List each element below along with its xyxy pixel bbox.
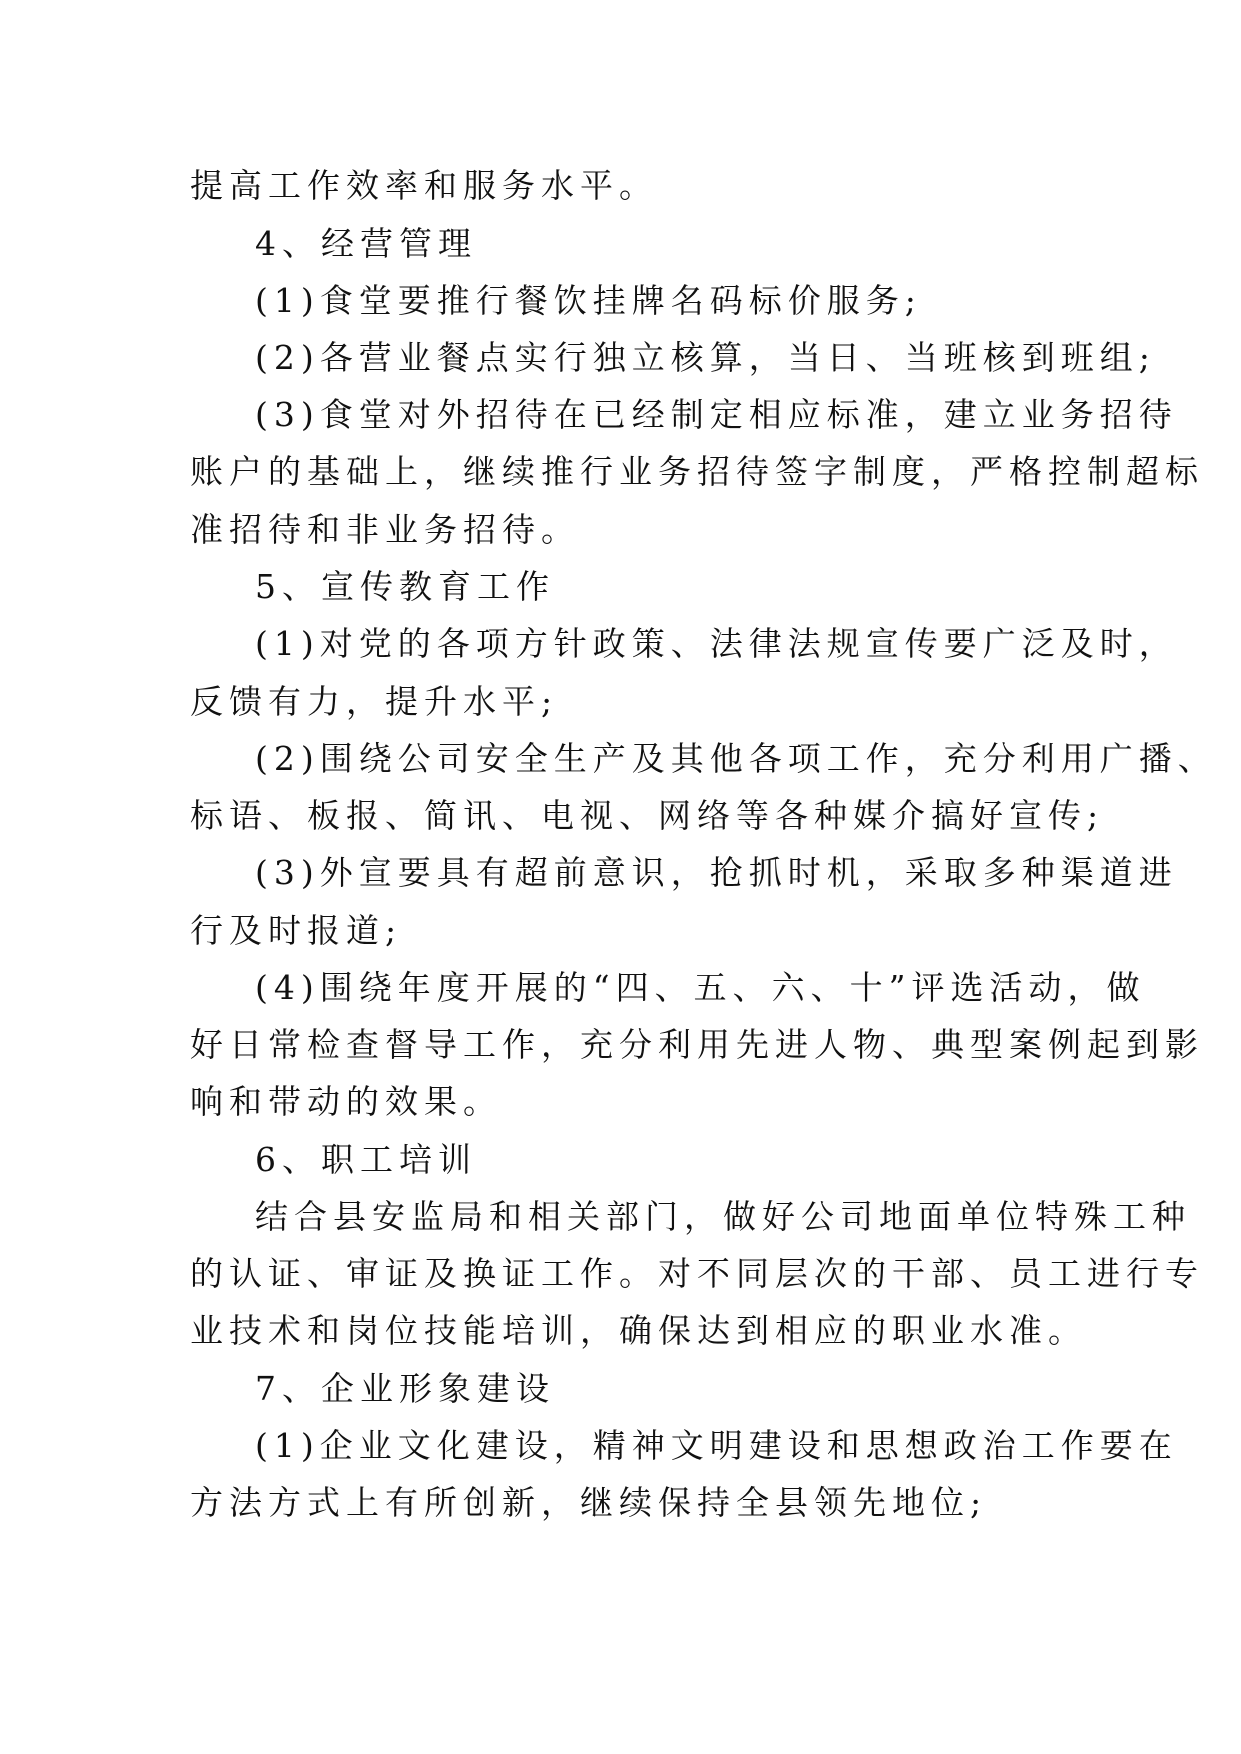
paragraph-line: 方法方式上有所创新，继续保持全县领先地位; xyxy=(190,1483,988,1522)
paragraph-line: 响和带动的效果。 xyxy=(190,1082,502,1121)
paragraph-line: 反馈有力，提升水平; xyxy=(190,682,559,721)
paragraph-line: 账户的基础上，继续推行业务招待签字制度，严格控制超标 xyxy=(190,452,1204,491)
list-item: (4)围绕年度开展的“四、五、六、十”评选活动，做 xyxy=(255,968,1146,1007)
paragraph-line: 提高工作效率和服务水平。 xyxy=(190,166,658,205)
list-item: (1)食堂要推行餐饮挂牌名码标价服务; xyxy=(255,281,922,320)
list-item: (2)各营业餐点实行独立核算，当日、当班核到班组; xyxy=(255,338,1156,377)
paragraph-line: 结合县安监局和相关部门，做好公司地面单位特殊工种 xyxy=(255,1197,1191,1236)
list-item: (1)对党的各项方针政策、法律法规宣传要广泛及时， xyxy=(255,624,1178,663)
list-item: (1)企业文化建设，精神文明建设和思想政治工作要在 xyxy=(255,1426,1178,1465)
paragraph-line: 的认证、审证及换证工作。对不同层次的干部、员工进行专 xyxy=(190,1254,1204,1293)
section-heading: 4、经营管理 xyxy=(255,224,477,263)
list-item: (3)食堂对外招待在已经制定相应标准，建立业务招待 xyxy=(255,395,1178,434)
section-heading: 5、宣传教育工作 xyxy=(255,567,555,606)
section-heading: 7、企业形象建设 xyxy=(255,1369,555,1408)
list-item: (3)外宣要具有超前意识，抢抓时机，采取多种渠道进 xyxy=(255,853,1178,892)
paragraph-line: 好日常检查督导工作，充分利用先进人物、典型案例起到影 xyxy=(190,1025,1204,1064)
paragraph-line: 行及时报道; xyxy=(190,911,403,950)
paragraph-line: 准招待和非业务招待。 xyxy=(190,510,580,549)
paragraph-line: 业技术和岗位技能培训，确保达到相应的职业水准。 xyxy=(190,1311,1087,1350)
paragraph-line: 标语、板报、简讯、电视、网络等各种媒介搞好宣传; xyxy=(190,796,1105,835)
section-heading: 6、职工培训 xyxy=(255,1140,477,1179)
list-item: (2)围绕公司安全生产及其他各项工作，充分利用广播、 xyxy=(255,739,1217,778)
